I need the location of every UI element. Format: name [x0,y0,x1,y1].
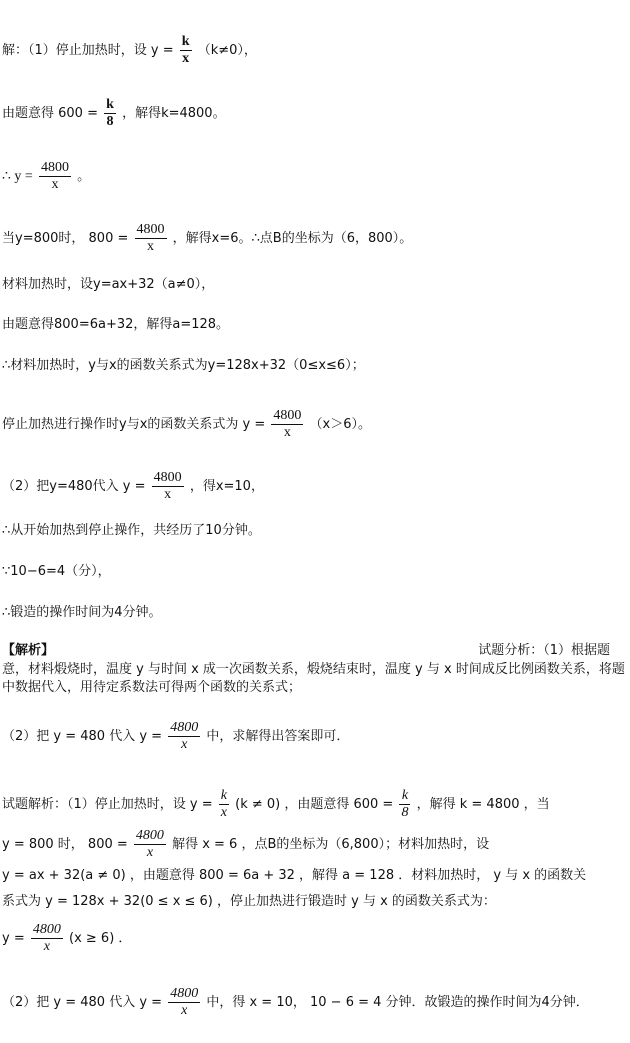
numerator: 4800 [40,160,69,175]
text: y = [2,931,25,946]
solution-line-2 [2,97,626,130]
fraction [168,720,200,753]
solution-line-6: 由题意得800=6a+32，解得a=128。 [2,317,230,332]
text: 试题解析：（1）停止加热时，设 y = [2,797,213,812]
text: ∴ y = [2,169,33,184]
text: 解得 x = 6 ，点B的坐标为（6,800）；材料加热时，设 [172,837,490,852]
denominator: x [39,176,71,193]
detail-line-5 [2,922,626,955]
solution-line-9 [2,470,626,503]
fraction [39,160,71,193]
fraction [31,922,63,955]
numerator: k [220,788,227,803]
text: ，解得k=4800。 [122,106,226,121]
numerator: k [106,97,114,112]
denominator: x [271,424,303,441]
solution-line-1 [2,34,626,67]
numerator: 4800 [153,470,182,485]
text: ，得x=10， [189,479,264,494]
detail-line-1 [2,788,626,821]
numerator: 4800 [273,408,302,423]
text: ，解得x=6。∴点B的坐标为（6，800）。 [172,231,413,246]
numerator: 4800 [136,222,165,237]
numerator: 4800 [32,922,61,937]
denominator: x [134,844,166,861]
text: 当y=800时， 800 = [2,231,129,246]
detail-line-4: 系式为 y = 128x + 32(0 ≤ x ≤ 6) ，停止加热进行锻造时 y 与 x 的函数关系式为： [2,894,496,909]
fraction [135,222,167,255]
denominator: x [220,805,227,820]
denominator: x [168,736,200,753]
solution-line-10: ∴从开始加热到停止操作，共经历了10分钟。 [2,523,261,538]
text: ，解得 k = 4800 ，当 [416,797,550,812]
denominator: x [168,1002,200,1019]
denominator: 8 [104,113,116,130]
numerator: 4800 [170,720,199,735]
denominator: x [180,50,192,67]
text: (x ≥ 6) ． [69,931,132,946]
analysis-paragraph: 意，材料煅烧时，温度 y 与时间 x 成一次函数关系，煅烧结束时，温度 y 与 x 时间成反比例函数关系，将题中数据代入，用待定系数法可得两个函数的关系式； [2,662,625,695]
text: 解：（1）停止加热时，设 y = [2,43,174,58]
denominator: x [31,938,63,955]
text: (k ≠ 0) ，由题意得 600 = [235,797,394,812]
denominator: x [152,486,184,503]
analysis-heading: 【解析】 [2,643,55,658]
solution-line-12: ∴锻造的操作时间为4分钟。 [2,605,162,620]
fraction [152,470,184,503]
text: y = 800 时， 800 = [2,837,128,852]
text: （2）把 y = 480 代入 y = [2,729,163,744]
text: 由题意得 600 = [2,106,98,121]
text: （x＞6）。 [309,417,371,432]
text: （2）把 y = 480 代入 y = [2,995,163,1010]
analysis-heading-row [2,642,626,660]
detail-line-3: y = ax + 32(a ≠ 0) ，由题意得 800 = 6a + 32 ，解得 a = 128 ．材料加热时， y 与 x 的函数关 [2,868,587,883]
denominator: x [135,238,167,255]
fraction [104,97,116,130]
fraction [180,34,192,67]
fraction [271,408,303,441]
solution-line-3 [2,160,626,193]
analysis-intro: 试题分析：（1）根据题 [478,643,610,658]
solution-line-11: ∵10−6=4（分）， [2,564,111,579]
detail-line-2 [2,828,626,861]
denominator: 8 [401,805,409,820]
numerator: 4800 [170,986,199,1001]
text: （2）把y=480代入 y = [2,479,146,494]
numerator: k [181,34,190,49]
fraction [168,986,200,1019]
text: 中，求解得出答案即可． [206,729,350,744]
solution-line-8 [2,408,626,441]
numerator: k [401,788,409,803]
fraction [134,828,166,861]
solution-line-4 [2,222,626,255]
text: 中，得 x = 10， 10 − 6 = 4 分钟．故锻造的操作时间为4分钟． [206,995,589,1010]
text: 停止加热进行操作时y与x的函数关系式为 y = [2,417,266,432]
analysis-part2 [2,720,626,753]
solution-line-5: 材料加热时，设y=ax+32（a≠0）， [2,277,215,292]
detail-line-6 [2,986,626,1019]
text: 。 [77,169,91,184]
fraction [219,788,229,821]
solution-line-7: ∴材料加热时，y与x的函数关系式为y=128x+32（0≤x≤6）； [2,358,365,373]
numerator: 4800 [135,828,164,843]
fraction [399,788,410,821]
text: （k≠0）， [197,43,257,58]
